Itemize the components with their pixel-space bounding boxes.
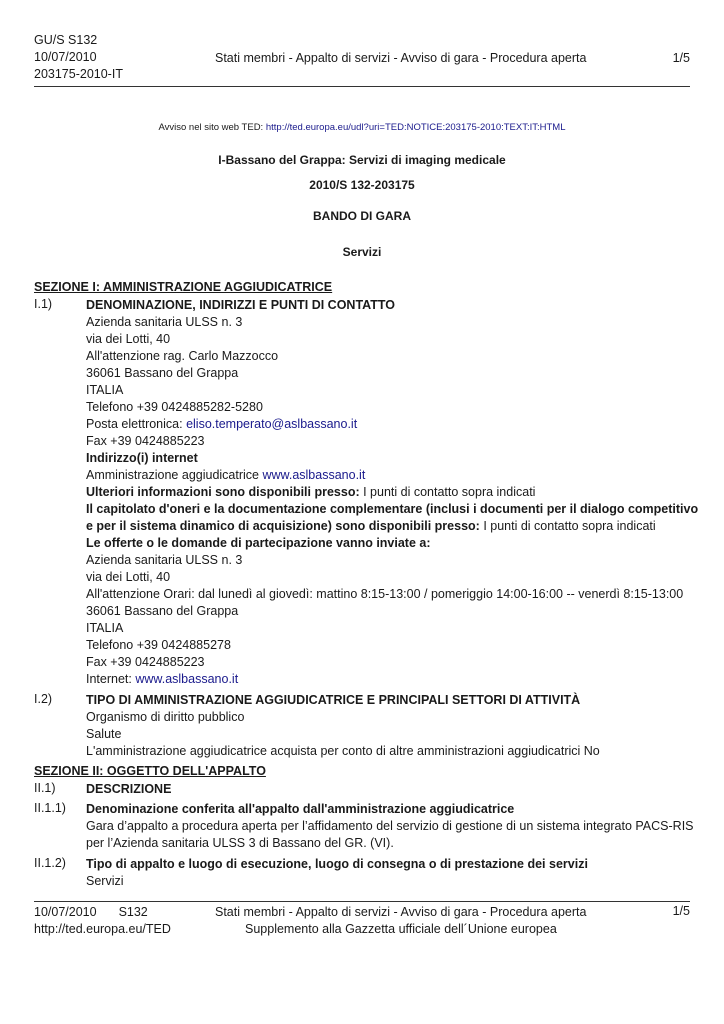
contact-attn: All'attenzione rag. Carlo Mazzocco (86, 349, 279, 363)
ii11-line1: Gara d’appalto a procedura aperta per l’affidamento del servizio di gestione di un sistema integrato PACS-RIS (86, 819, 694, 833)
i2-sector: Salute (86, 727, 122, 741)
docs-value: I punti di contatto sopra indicati (479, 519, 656, 533)
internet-label: Amministrazione aggiudicatrice (86, 468, 263, 482)
notice-type: BANDO DI GARA (313, 209, 411, 223)
contact-phone: Telefono +39 0424885282-5280 (86, 400, 263, 414)
contact-city: 36061 Bassano del Grappa (86, 366, 239, 380)
header-rule (34, 86, 690, 87)
contact-street: via dei Lotti, 40 (86, 332, 171, 346)
header-title: Stati membri - Appalto di servizi - Avviso di gara - Procedura aperta (215, 51, 587, 65)
offers-name: Azienda sanitaria ULSS n. 3 (86, 553, 243, 567)
docs-label-2: e per il sistema dinamico di acquisizione) sono disponibili presso: (86, 519, 480, 533)
footer-page: 1/5 (672, 904, 690, 918)
offers-attn: All'attenzione Orari: dal lunedì al giovedì: mattino 8:15-13:00 / pomeriggio 14:00-16:00 -- venerdì 8:15-13:00 (86, 587, 684, 601)
section-2-title: SEZIONE II: OGGETTO DELL'APPALTO (34, 764, 266, 778)
ii12-title: Tipo di appalto e luogo di esecuzione, luogo di consegna o di prestazione dei servizi (86, 857, 588, 871)
offers-city: 36061 Bassano del Grappa (86, 604, 239, 618)
internet-line (86, 467, 690, 484)
offers-internet-line (86, 671, 690, 688)
footer-url[interactable]: http://ted.europa.eu/TED (34, 922, 171, 936)
footer-supplement: Supplemento alla Gazzetta ufficiale dell´Unione europea (245, 922, 557, 936)
notice-label: Avviso nel sito web TED: (158, 122, 264, 133)
i2-type: Organismo di diritto pubblico (86, 710, 245, 724)
header-meta (34, 32, 123, 83)
footer-center (215, 904, 595, 938)
offers-street: via dei Lotti, 40 (86, 570, 171, 584)
i2-note: L'amministrazione aggiudicatrice acquista per conto di altre amministrazioni aggiudicatrici No (86, 744, 600, 758)
contact-country: ITALIA (86, 383, 124, 397)
offers-country: ITALIA (86, 621, 124, 635)
offers-phone: Telefono +39 0424885278 (86, 638, 231, 652)
internet-title: Indirizzo(i) internet (86, 451, 198, 465)
ii11-title: Denominazione conferita all'appalto dall'amministrazione aggiudicatrice (86, 802, 515, 816)
notice-link[interactable]: http://ted.europa.eu/udl?uri=TED:NOTICE:203175-2010:TEXT:IT:HTML (265, 122, 566, 133)
i1-content (86, 297, 699, 688)
ii11-content (86, 801, 694, 852)
i1-title: DENOMINAZIONE, INDIRIZZI E PUNTI DI CONTATTO (86, 298, 396, 312)
info-value: I punti di contatto sopra indicati (359, 485, 536, 499)
header-id: 203175-2010-IT (34, 67, 123, 81)
contact-email-line (86, 416, 690, 433)
ii12-number: II.1.2) (34, 856, 66, 870)
footer-title: Stati membri - Appalto di servizi - Avviso di gara - Procedura aperta (215, 905, 587, 919)
notice-number: 2010/S 132-203175 (309, 178, 415, 192)
offers-label: Le offerte o le domande di partecipazione vanno inviate a: (86, 536, 431, 550)
header-date: 10/07/2010 (34, 50, 97, 64)
ii11-number: II.1.1) (34, 801, 66, 815)
offers-internet-link[interactable]: www.aslbassano.it (135, 672, 239, 686)
section-1-title: SEZIONE I: AMMINISTRAZIONE AGGIUDICATRICE (34, 280, 333, 294)
contact-name: Azienda sanitaria ULSS n. 3 (86, 315, 243, 329)
ii12-content (86, 856, 690, 890)
offers-fax: Fax +39 0424885223 (86, 655, 205, 669)
i1-number: I.1) (34, 297, 53, 311)
contact-fax: Fax +39 0424885223 (86, 434, 205, 448)
notice-line (0, 122, 724, 133)
email-link[interactable]: eliso.temperato@aslbassano.it (186, 417, 358, 431)
ii11-line2: per l’Azienda sanitaria ULSS 3 di Bassano del GR. (VI). (86, 836, 394, 850)
info-label: Ulteriori informazioni sono disponibili presso: (86, 485, 360, 499)
ii12-value: Servizi (86, 874, 124, 888)
notice-category: Servizi (342, 245, 382, 259)
ii1-number: II.1) (34, 781, 56, 795)
i2-number: I.2) (34, 692, 53, 706)
header-ref: GU/S S132 (34, 33, 98, 47)
footer-date: 10/07/2010 (34, 905, 97, 919)
footer-ref: S132 (118, 905, 148, 919)
email-label: Posta elettronica: (86, 417, 187, 431)
ii1-title: DESCRIZIONE (86, 782, 172, 796)
docs-line-2 (86, 518, 690, 535)
offers-internet-label: Internet: (86, 672, 136, 686)
i2-content (86, 692, 690, 760)
header-page: 1/5 (672, 51, 690, 65)
notice-place: I-Bassano del Grappa: Servizi di imaging medicale (218, 153, 506, 167)
i2-title: TIPO DI AMMINISTRAZIONE AGGIUDICATRICE E PRINCIPALI SETTORI DI ATTIVITÀ (86, 693, 581, 707)
footer-meta (34, 904, 171, 938)
internet-link[interactable]: www.aslbassano.it (262, 468, 366, 482)
footer-rule (34, 901, 690, 902)
docs-label-1: Il capitolato d'oneri e la documentazione complementare (inclusi i documenti per il dialogo competitivo (86, 502, 699, 516)
info-line (86, 484, 690, 501)
